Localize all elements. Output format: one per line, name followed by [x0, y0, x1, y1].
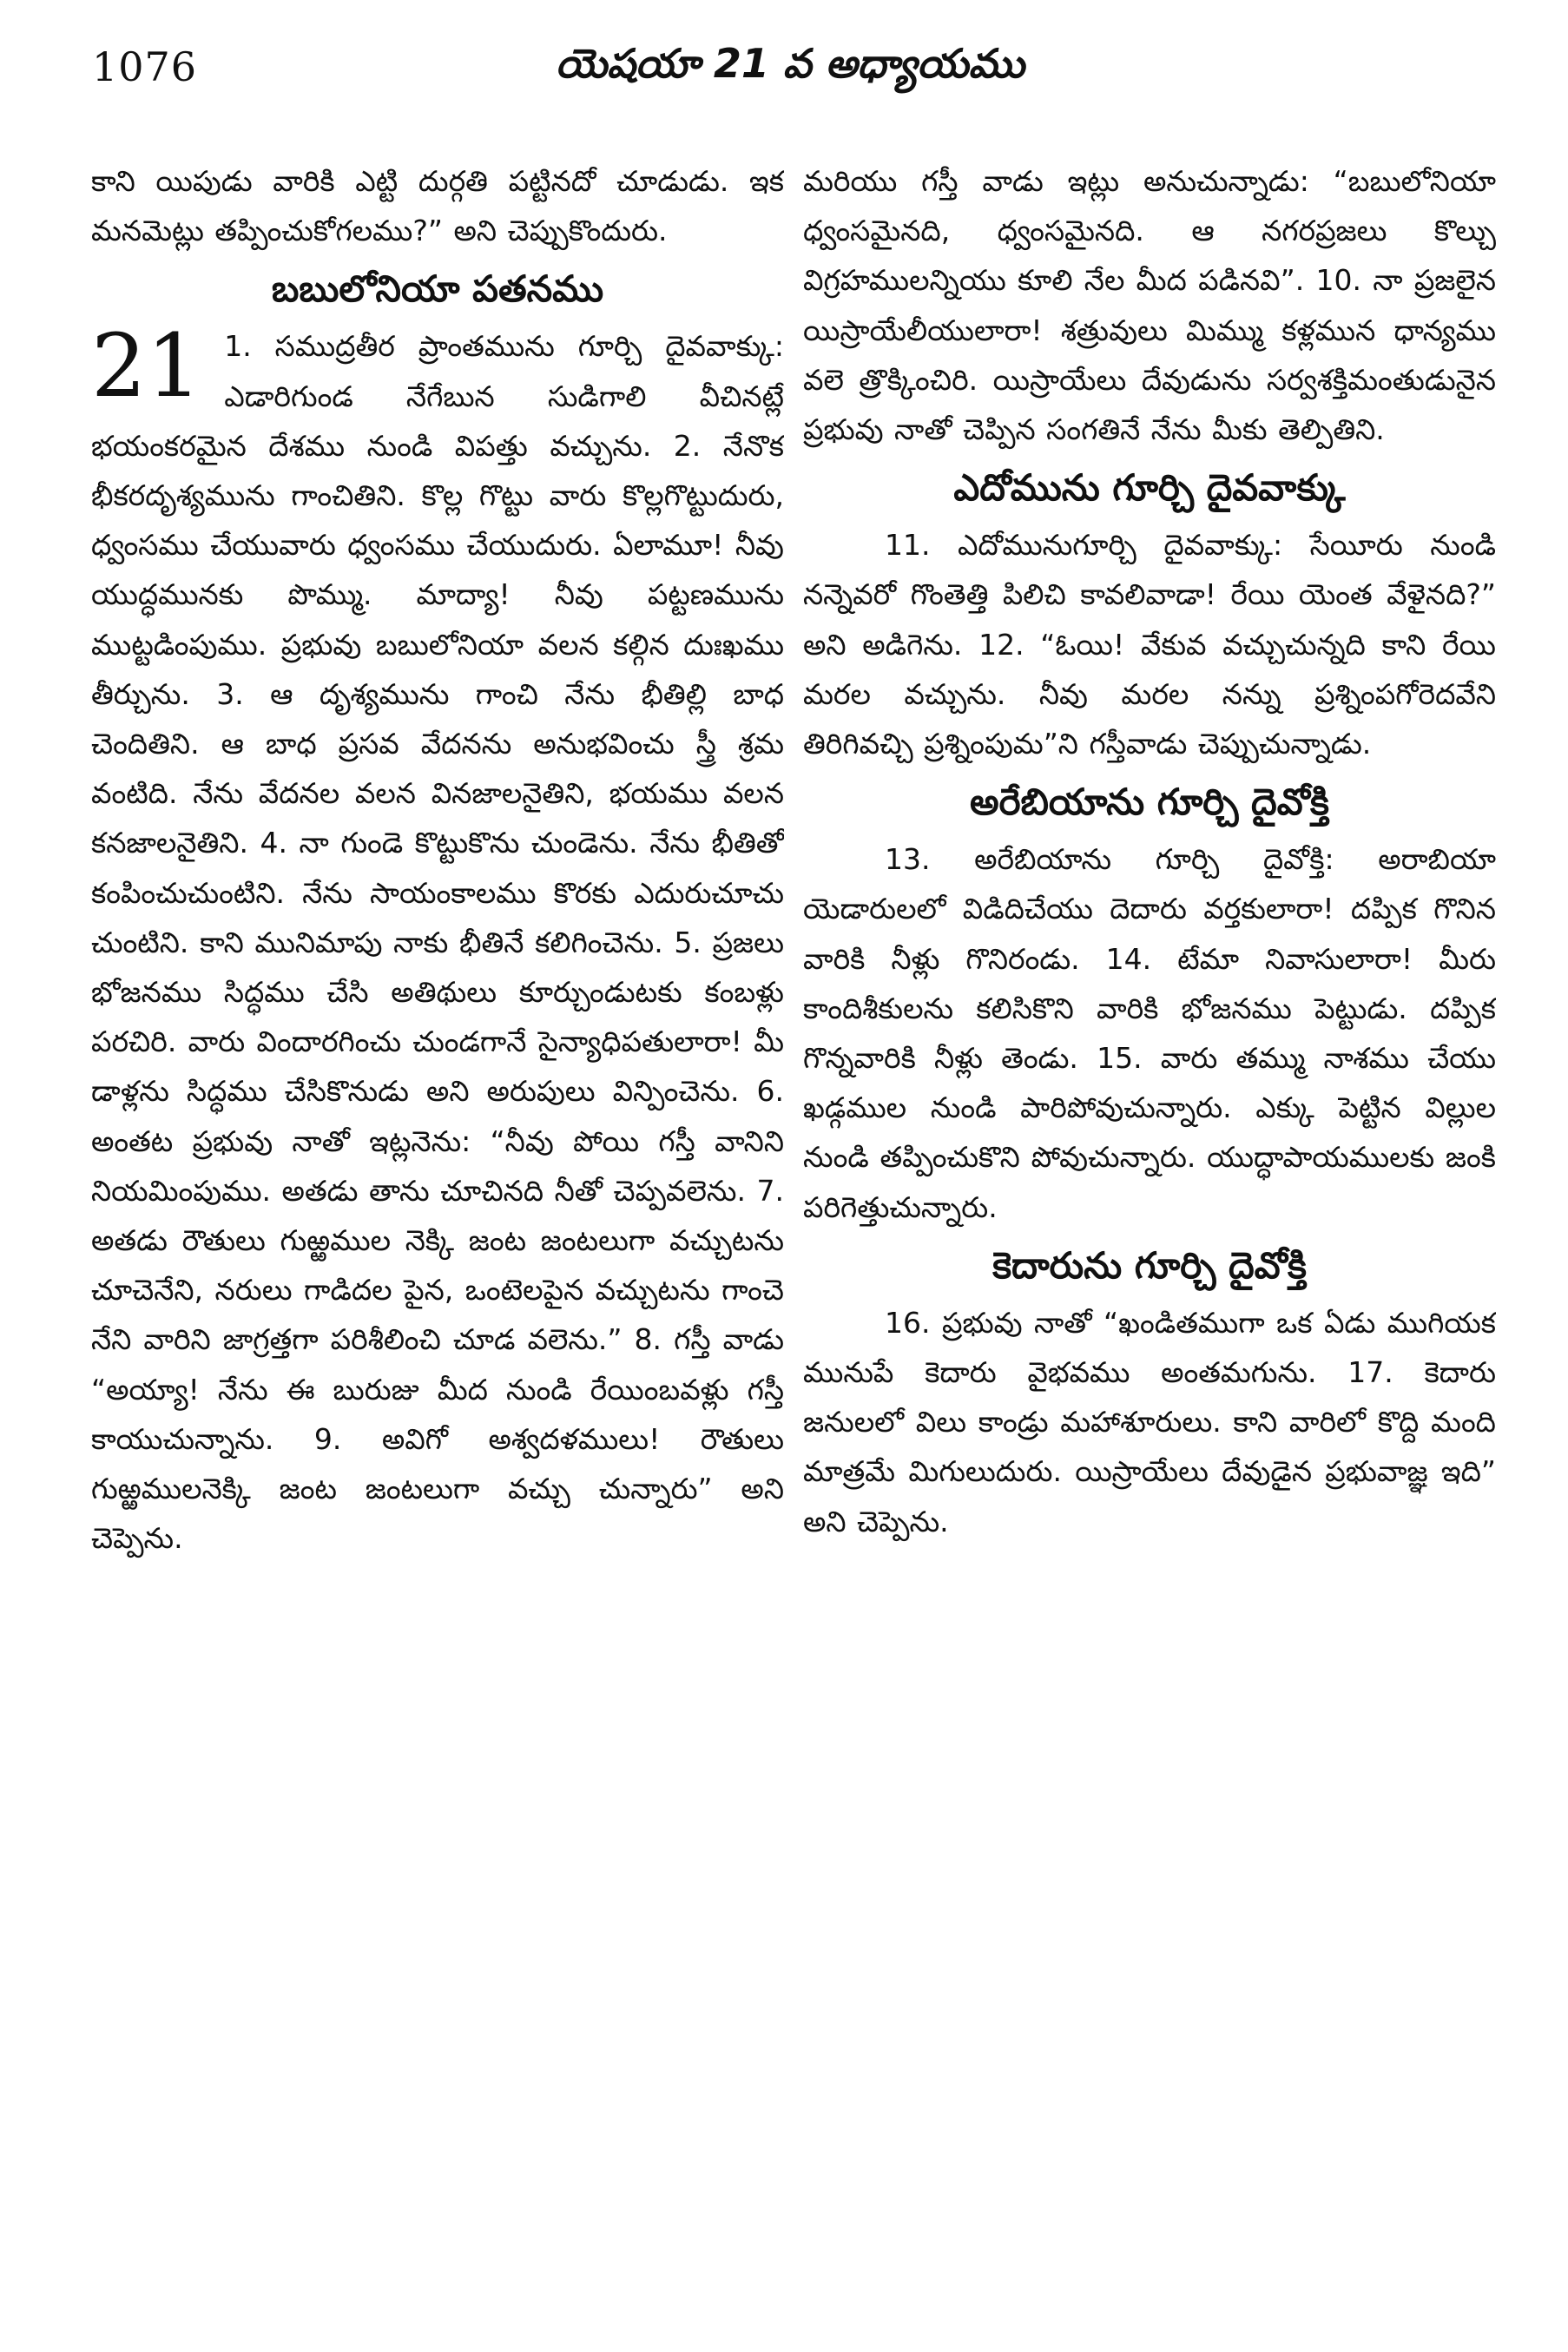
chapter-number: 21	[91, 315, 202, 418]
continuation-paragraph: కాని యిపుడు వారికి ఎట్టి దుర్గతి పట్టినదో చూడుడు. ఇక మనమెట్లు తప్పించుకోగలము?” అని చెప్పుకొందురు.	[91, 164, 784, 248]
running-title: యెషయా 21 వ అధ్యాయము	[555, 40, 1025, 87]
left-column	[91, 156, 784, 2309]
right-column	[803, 156, 1496, 2309]
section-heading-babylon-fall: బబులోనియా పతనము	[271, 267, 604, 311]
chapter-opening-paragraph	[91, 315, 784, 1563]
chapter-opening-text: 1. సముద్రతీర ప్రాంతమును గూర్చి దైవవాక్కు: ఎడారిగుండ నేగేబున సుడిగాలి వీచినట్లే భయంకరమైన దేశము నుండి విపత్తు వచ్చును. 2. నేనొక భీకరదృశ్యమును గాంచితిని. కొల్ల గొట్టు వారు కొల్లగొట్టుదురు, ధ్వంసము చేయువారు ధ్వంసము చేయుదురు. ఏలామూ! నీవు యుద్ధమునకు పొమ్ము. మాద్యా! నీవు పట్టణమును ముట్టడింపుము. ప్రభువు బబులోనియా వలన కల్గిన దుఃఖము తీర్చును. 3. ఆ దృశ్యమును గాంచి నేను భీతిల్లి బాధ చెందితిని. ఆ బాధ ప్రసవ వేదనను అనుభవించు స్త్రీ శ్రమ వంటిది. నేను వేదనల వలన వినజాలనైతిని, భయము వలన కనజాలనైతిని. 4. నా గుండె కొట్టుకొను చుండెను. నేను భీతితో కంపించుచుంటిని. నేను సాయంకాలము కొరకు ఎదురుచూచు చుంటిని. కాని మునిమాపు నాకు భీతినే కలిగించెను. 5. ప్రజలు భోజనము సిద్ధము చేసి అతిథులు కూర్చుండుటకు కంబళ్లు పరచిరి. వారు విందారగించు చుండగానే సైన్యాధిపతులారా! మీ డాళ్లను సిద్ధము చేసికొనుడు అని అరుపులు విన్పించెను. 6. అంతట ప్రభువు నాతో ఇట్లనెను: “నీవు పోయి గస్తీ వానిని నియమింపుము. అతడు తాను చూచినది నీతో చెప్పవలెను. 7. అతడు రౌతులు గుఱ్ఱముల నెక్కి జంట జంటలుగా వచ్చుటను చూచెనేని, నరులు గాడిదల పైన, ఒంటెలపైన వచ్చుటను గాంచె నేని వారిని జాగ్రత్తగా పరిశీలించి చూడ వలెను.” 8. గస్తీ వాడు “అయ్యా! నేను ఈ బురుజు మీద నుండి రేయింబవళ్లు గస్తీ కాయుచున్నాను. 9. అవిగో అశ్వదళములు! రౌతులు గుఱ్ఱములనెక్కి జంట జంటలుగా వచ్చు చున్నారు” అని చెప్పెను.	[91, 329, 784, 1556]
section-paragraph-kedar: 16. ప్రభువు నాతో “ఖండితముగా ఒక ఏడు ముగియక మునుపే కెదారు వైభవము అంతమగును. 17. కెదారు జనులలో విలు కాండ్రు మహాశూరులు. కాని వారిలో కొద్ది మంది మాత్రమే మిగులుదురు. యిస్రాయేలు దేవుడైన ప్రభువాజ్ఞ ఇది” అని చెప్పెను.	[803, 1305, 1496, 1538]
section-heading-arabia: అరేబియాను గూర్చి దైవోక్తి	[970, 781, 1329, 824]
section-heading-edom: ఎదోమును గూర్చి దైవవాక్కు	[953, 466, 1346, 510]
section-paragraph-edom: 11. ఎదోమునుగూర్చి దైవవాక్కు: సేయీరు నుండి నన్నెవరో గొంతెత్తి పిలిచి కావలివాడా! రేయి యెంత వేళైనది?” అని అడిగెను. 12. “ఓయి! వేకువ వచ్చుచున్నది కాని రేయి మరల వచ్చును. నీవు మరల నన్ను ప్రశ్నింపగోరెదవేని తిరిగివచ్చి ప్రశ్నింపుమ”ని గస్తీవాడు చెప్పుచున్నాడు.	[803, 528, 1496, 761]
section-heading-kedar: కెదారును గూర్చి దైవోక్తి	[992, 1243, 1307, 1287]
page-number: 1076	[92, 43, 198, 90]
continuation-paragraph: మరియు గస్తీ వాడు ఇట్లు అనుచున్నాడు: “బబులోనియా ధ్వంసమైనది, ధ్వంసమైనది. ఆ నగరప్రజలు కొల్చు విగ్రహములన్నియు కూలి నేల మీద పడినవి”. 10. నా ప్రజలైన యిస్రాయేలీయులారా! శత్రువులు మిమ్ము కళ్లమున ధాన్యము వలె త్రొక్కించిరి. యిస్రాయేలు దేవుడును సర్వశక్తిమంతుడునైన ప్రభువు నాతో చెప్పిన సంగతినే నేను మీకు తెల్పితిని.	[803, 164, 1496, 447]
section-paragraph-arabia: 13. అరేబియాను గూర్చి దైవోక్తి: అరాబియా యెడారులలో విడిదిచేయు దెదారు వర్తకులారా! దప్పిక గొనిన వారికి నీళ్లు గొనిరండు. 14. టేమా నివాసులారా! మీరు కాందిశీకులను కలిసికొని వారికి భోజనము పెట్టుడు. దప్పిక గొన్నవారికి నీళ్లు తెండు. 15. వారు తమ్ము నాశము చేయు ఖడ్గముల నుండి పారిపోవుచున్నారు. ఎక్కు పెట్టిన విల్లుల నుండి తప్పించుకొని పోవుచున్నారు. యుద్ధాపాయములకు జంకి పరిగెత్తుచున్నారు.	[803, 842, 1496, 1224]
